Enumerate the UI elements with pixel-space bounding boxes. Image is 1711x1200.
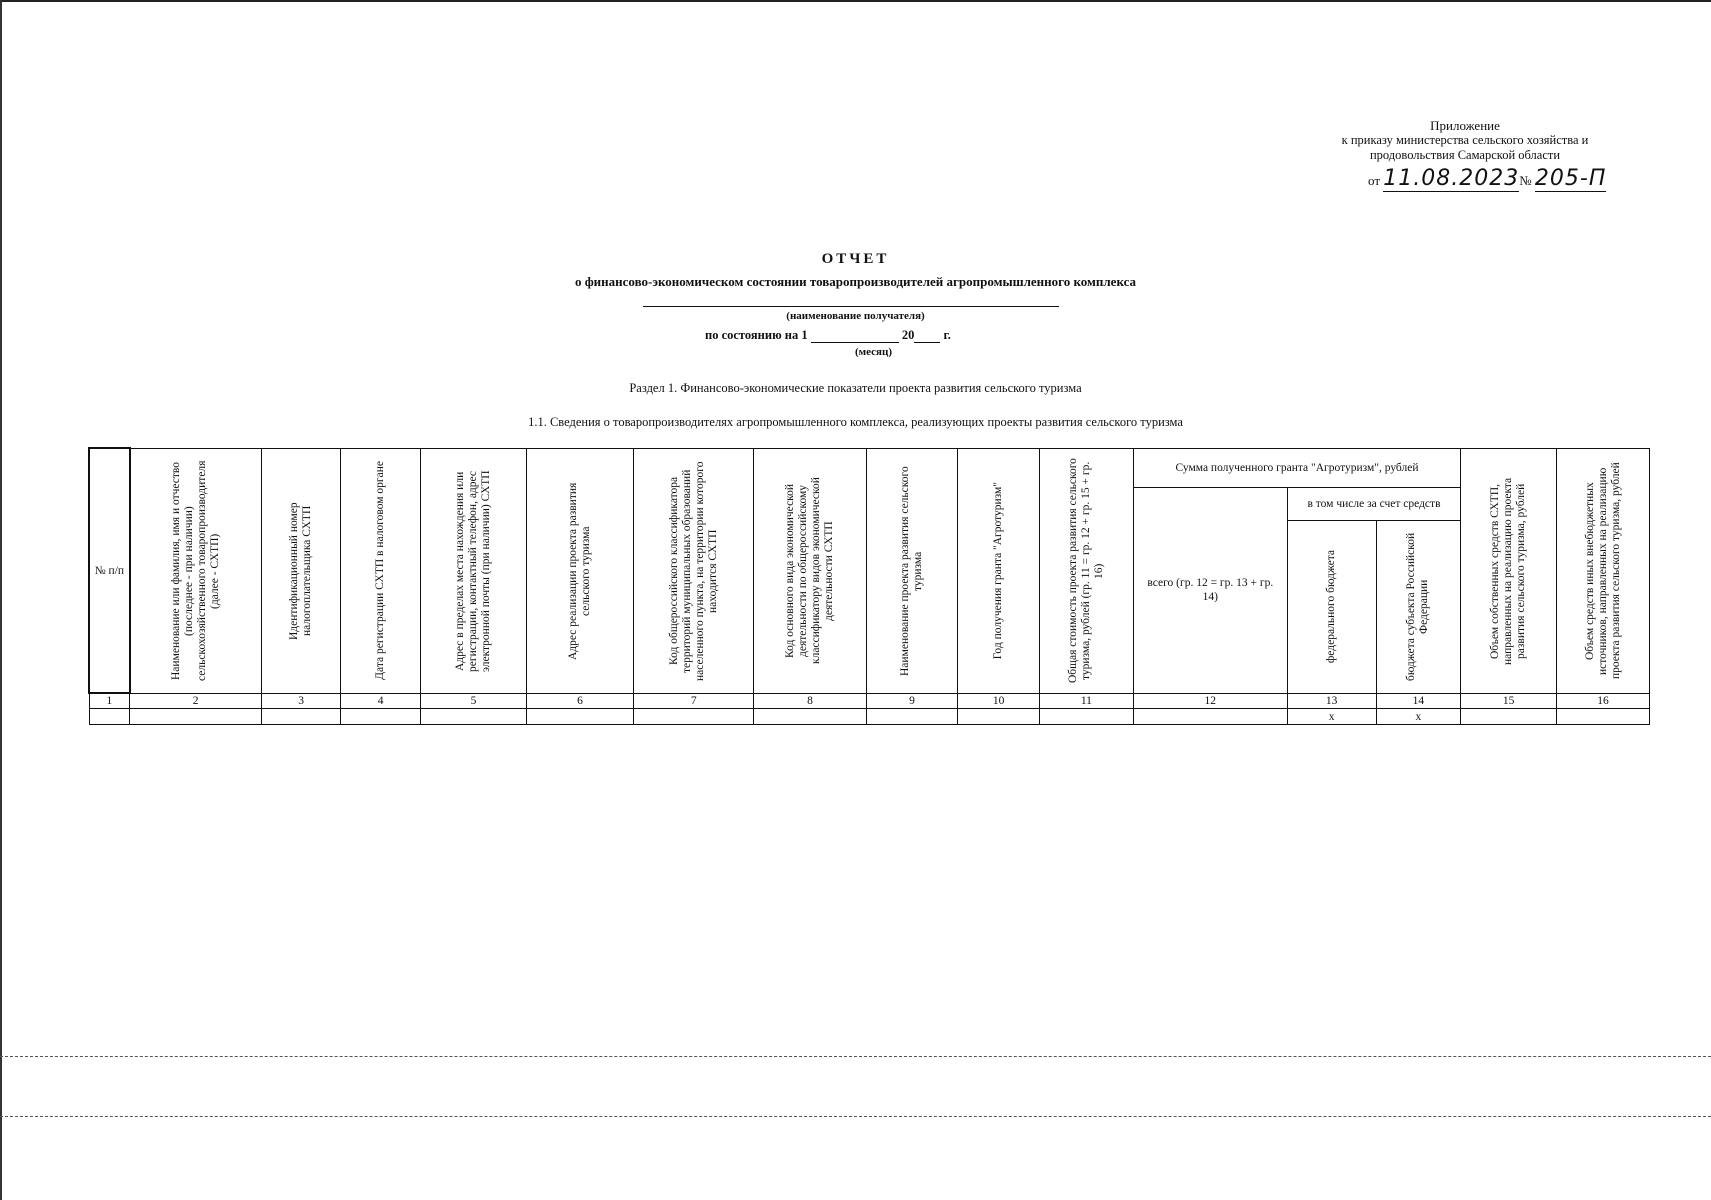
subsection-title: 1.1. Сведения о товаропроизводителях агропромышленного комплекса, реализующих проекты развития сельского туризма — [528, 415, 1183, 429]
header-cell-grant-group — [1133, 448, 1460, 487]
header-text-9: Наименование проекта развития сельского туризма — [899, 465, 924, 676]
header-text-5: Адрес в пределах места нахождения или регистрации, контактный телефон, адрес электронной почты (при наличии) СХТП — [453, 469, 492, 672]
column-number: 13 — [1287, 693, 1376, 709]
column-number: 15 — [1461, 693, 1557, 709]
header-cell-1 — [89, 448, 130, 693]
scan-edge-top — [0, 0, 1711, 2]
table-cell — [420, 709, 526, 725]
header-cell-8 — [754, 448, 866, 693]
table-cell — [866, 709, 958, 725]
header-cell-11 — [1039, 448, 1133, 693]
header-cell-3 — [261, 448, 341, 693]
header-text-2: Наименование или фамилия, имя и отчество (последнее - при наличии) сельскохозяйственного товаропроизводителя (далее - СХТП) — [169, 460, 221, 681]
order-reference — [1368, 166, 1628, 191]
month-blank — [811, 328, 899, 343]
header-cell-14 — [1376, 520, 1461, 693]
as-of-line — [705, 328, 951, 343]
order-date: 11.08.2023 — [1383, 166, 1520, 191]
column-number: 2 — [130, 693, 262, 709]
column-number: 3 — [261, 693, 341, 709]
column-number: 14 — [1376, 693, 1461, 709]
header-cell-6 — [527, 448, 634, 693]
column-number: 7 — [634, 693, 754, 709]
table-cell — [1039, 709, 1133, 725]
table-cell — [261, 709, 341, 725]
header-cell-10 — [958, 448, 1040, 693]
header-cell-16 — [1557, 448, 1650, 693]
header-text-3: Идентификационный номер налогоплательщика СХТП — [288, 501, 314, 640]
header-text-11: Общая стоимость проекта развития сельского туризма, рублей (гр. 11 = гр. 12 + гр. 15 + гр. 16) — [1066, 458, 1105, 683]
table-cell — [341, 709, 421, 725]
header-cell-12 — [1133, 487, 1287, 693]
as-of-prefix: по состоянию на 1 — [705, 328, 808, 342]
appendix-block — [1310, 118, 1620, 191]
column-number: 4 — [341, 693, 421, 709]
table-cell — [527, 709, 634, 725]
column-number: 8 — [754, 693, 866, 709]
column-number: 10 — [958, 693, 1040, 709]
column-number: 12 — [1133, 693, 1287, 709]
scan-edge-left — [0, 0, 2, 1200]
header-cell-4 — [341, 448, 421, 693]
table-cell: x — [1287, 709, 1376, 725]
header-text-12: всего (гр. 12 = гр. 13 + гр. 14) — [1147, 577, 1274, 603]
table-row — [89, 709, 1650, 725]
header-cell-15 — [1461, 448, 1557, 693]
scan-artifact-line — [0, 1116, 1711, 1117]
recipient-blank-line — [643, 306, 1059, 307]
header-cell-2 — [130, 448, 262, 693]
month-caption: (месяц) — [855, 346, 893, 358]
header-text-14: бюджета субъекта Российской Федерации — [1405, 532, 1431, 681]
header-cell-9 — [866, 448, 958, 693]
column-number: 9 — [866, 693, 958, 709]
appendix-title: Приложение — [1430, 118, 1500, 133]
table-cell — [1461, 709, 1557, 725]
header-text-15: Объем собственных средств СХТП, направленных на реализацию проекта развития сельского туризма, рублей — [1489, 476, 1528, 665]
table-cell: x — [1376, 709, 1461, 725]
year-prefix: 20 — [901, 328, 915, 342]
year-blank — [914, 328, 940, 343]
header-text-16: Объем средств иных внебюджетных источников, направленных на реализацию проекта развития сельского туризма, рублей — [1583, 462, 1622, 679]
header-cell-5 — [420, 448, 526, 693]
grant-group-label: Сумма полученного гранта "Агротуризм", рублей — [1175, 461, 1419, 474]
column-number: 11 — [1039, 693, 1133, 709]
header-cell-13 — [1287, 520, 1376, 693]
scan-artifact-line — [0, 1056, 1711, 1057]
table-cell — [958, 709, 1040, 725]
report-subtitle: о финансово-экономическом состоянии товаропроизводителей агропромышленного комплекса — [574, 274, 1137, 289]
column-number: 6 — [527, 693, 634, 709]
header-text-10: Год получения гранта "Агротуризм" — [992, 481, 1005, 660]
recipient-caption: (наименование получателя) — [786, 310, 925, 322]
header-text-7: Код общероссийского классификатора территорий муниципальных образований населенного пункта, на территории которого находится СХТП — [667, 460, 719, 681]
column-number: 5 — [420, 693, 526, 709]
column-number-row — [89, 693, 1650, 709]
table-cell — [1557, 709, 1650, 725]
section-title: Раздел 1. Финансово-экономические показатели проекта развития сельского туризма — [629, 381, 1082, 395]
number-sign: № — [1519, 173, 1532, 188]
header-cell-incl-group — [1287, 487, 1460, 520]
column-number: 1 — [89, 693, 130, 709]
header-text-4: Дата регистрации СХТП в налоговом органе — [374, 461, 387, 680]
header-text-6: Адрес реализации проекта развития сельского туризма — [567, 481, 593, 660]
appendix-line-2: продовольствия Самарской области — [1369, 148, 1561, 162]
header-text-13: федерального бюджета — [1325, 549, 1338, 664]
report-table — [88, 447, 1650, 725]
table-cell — [130, 709, 262, 725]
table-cell — [754, 709, 866, 725]
table-cell — [89, 709, 130, 725]
appendix-line-1: к приказу министерства сельского хозяйства и — [1341, 133, 1589, 147]
incl-group-label: в том числе за счет средств — [1307, 497, 1441, 510]
header-text-1: № п/п — [94, 564, 125, 577]
date-prefix: от — [1368, 173, 1381, 188]
table-cell — [1133, 709, 1287, 725]
order-number: 205-П — [1534, 166, 1607, 191]
header-row-1 — [89, 448, 1650, 487]
column-number: 16 — [1557, 693, 1650, 709]
header-cell-7 — [634, 448, 754, 693]
header-text-8: Код основного вида экономической деятельности по общероссийскому классификатору видов экономической деятельности СХТП — [784, 477, 836, 664]
table-cell — [634, 709, 754, 725]
report-title: ОТЧЕТ — [821, 251, 890, 267]
year-suffix: г. — [943, 328, 951, 342]
